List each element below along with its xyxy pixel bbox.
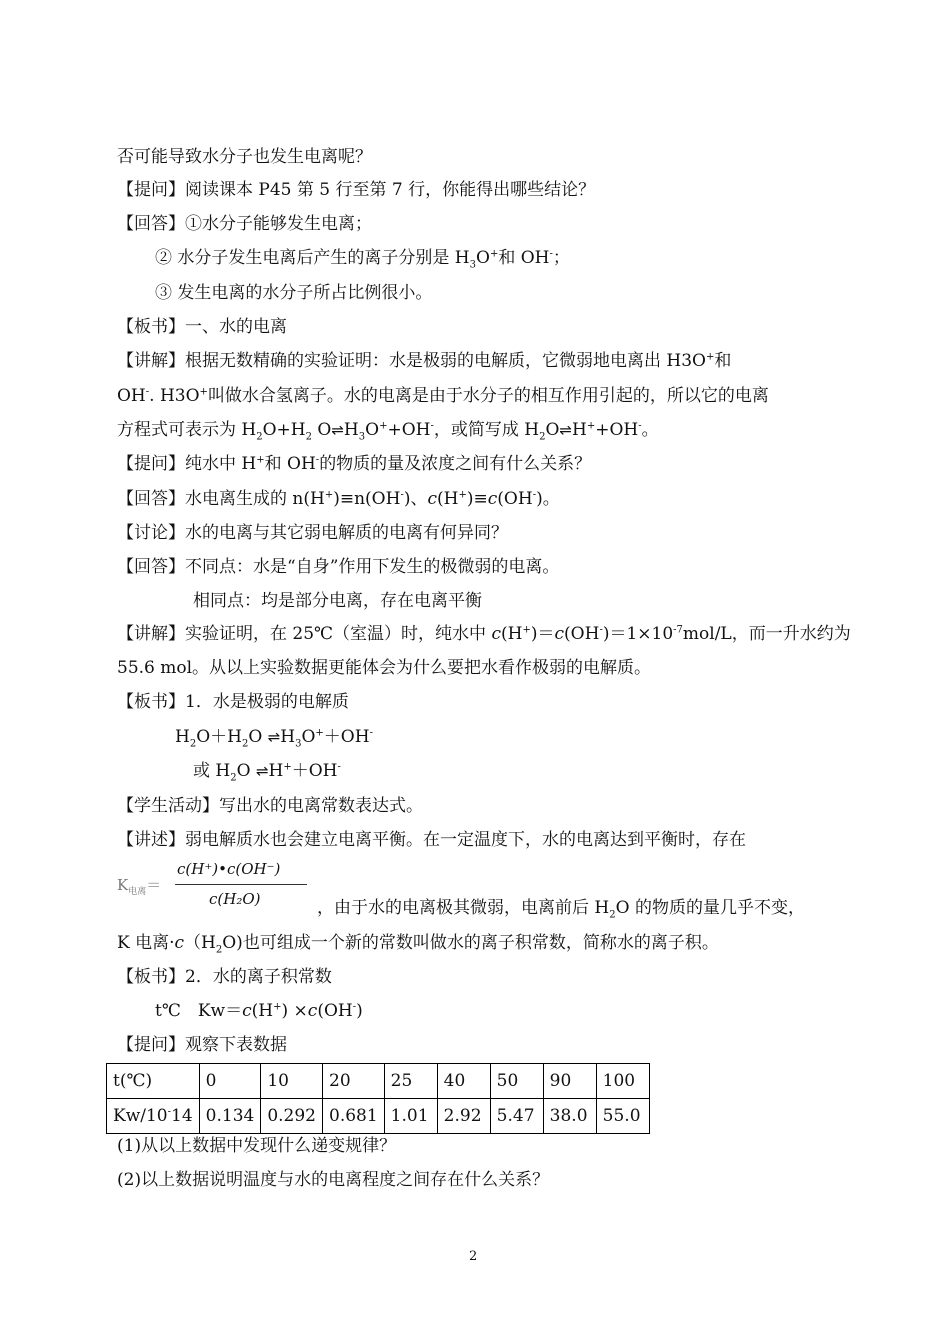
answer-line: 【回答】①水分子能够发生电离； xyxy=(117,214,372,234)
table-cell: 0.134 xyxy=(199,1099,261,1134)
question-line: 【提问】阅读课本 P45 第 5 行至第 7 行，你能得出哪些结论？ xyxy=(117,180,596,200)
text-line: 否可能导致水分子也发生电离呢？ xyxy=(117,147,372,167)
lecture-line: 55.6 mol。从以上实验数据更能体会为什么要把水看作极弱的电解质。 xyxy=(117,658,652,678)
lecture-line: 【讲述】弱电解质水也会建立电离平衡。在一定温度下，水的电离达到平衡时，存在 xyxy=(117,830,746,850)
board-line: 【板书】2．水的离子积常数 xyxy=(117,967,332,987)
table-row xyxy=(107,1064,650,1099)
table-cell: 40 xyxy=(437,1064,490,1099)
page-number: 2 xyxy=(469,1249,478,1264)
answer-item: ③ 发生电离的水分子所占比例很小。 xyxy=(155,283,433,303)
answer-item: ② 水分子发生电离后产生的离子分别是 $H_3O^+$和 OH-； xyxy=(155,248,570,271)
table-cell: 0 xyxy=(199,1064,261,1099)
fraction-bar xyxy=(175,884,307,885)
table-cell: 100 xyxy=(596,1064,649,1099)
table-row xyxy=(107,1099,650,1134)
activity-line: 【学生活动】写出水的电离常数表达式。 xyxy=(117,796,423,816)
table-cell: Kw/10-14 xyxy=(107,1099,200,1134)
equilibrium-arrow-icon: ⇌ xyxy=(559,421,572,439)
equilibrium-arrow-icon: ⇌ xyxy=(267,728,281,746)
table-cell: 10 xyxy=(261,1064,323,1099)
answer-line: 相同点：均是部分电离，存在电离平衡 xyxy=(193,591,482,611)
table-cell: 0.292 xyxy=(261,1099,323,1134)
equilibrium-arrow-icon: ⇌ xyxy=(255,762,269,780)
board-line: 【板书】一、水的电离 xyxy=(117,317,287,337)
kw-table xyxy=(106,1063,650,1134)
answer-line: 【回答】不同点：水是“自身”作用下发生的极微弱的电离。 xyxy=(117,557,560,577)
formula-k: $K_{电离}=$ xyxy=(117,876,162,897)
equation-line: $H_2O+H_2O$ $\rightleftharpoons H_3O^++OH^-$ xyxy=(175,727,373,750)
ionization-constant-formula xyxy=(117,860,317,916)
question-line: 【提问】观察下表数据 xyxy=(117,1035,287,1055)
answer-line: 【回答】水电离生成的 n(H+)≡n(OH-)、c(H+)≡c(OH-)。 xyxy=(117,489,560,509)
equation-line: 或 $H_2O$ ⇌H+＋OH- xyxy=(193,761,341,784)
lecture-line: 【讲解】根据无数精确的实验证明：水是极弱的电解质，它微弱地电离出 H3O+和 xyxy=(117,351,732,371)
table-cell: 25 xyxy=(384,1064,437,1099)
question-line: (2)以上数据说明温度与水的电离程度之间存在什么关系？ xyxy=(117,1170,550,1190)
lecture-line: ，由于水的电离极其微弱，电离前后 $H_2O$ 的物质的量几乎不变， xyxy=(317,898,805,921)
question-line: 【提问】纯水中 H+和 OH-的物质的量及浓度之间有什么关系？ xyxy=(117,454,592,474)
table-cell: 20 xyxy=(323,1064,385,1099)
table-cell: 50 xyxy=(490,1064,543,1099)
lecture-line: K 电离$\cdot c(H_2O)$也可组成一个新的常数叫做水的离子积常数，简称水的离子积。 xyxy=(117,933,719,956)
table-cell: 38.0 xyxy=(543,1099,596,1134)
table-cell: 55.0 xyxy=(596,1099,649,1134)
discussion-line: 【讨论】水的电离与其它弱电解质的电离有何异同？ xyxy=(117,523,508,543)
table-cell: 1.01 xyxy=(384,1099,437,1134)
board-line: 【板书】1．水是极弱的电解质 xyxy=(117,692,349,712)
table-cell: 2.92 xyxy=(437,1099,490,1134)
table-cell: 5.47 xyxy=(490,1099,543,1134)
formula-line: t℃ Kw＝c(H+) ×c(OH-) xyxy=(155,1001,363,1021)
table-cell: 0.681 xyxy=(323,1099,385,1134)
formula-denominator: c(H₂O) xyxy=(209,890,261,908)
table-cell: t(℃) xyxy=(107,1064,200,1099)
lecture-line: OH-. H3O+叫做水合氢离子。水的电离是由于水分子的相互作用引起的，所以它的电离 xyxy=(117,386,769,406)
equilibrium-arrow-icon: ⇌ xyxy=(331,421,344,439)
lecture-line: 【讲解】实验证明，在 25℃（室温）时，纯水中 $c(H^+)=c(OH^-)=1\times 10^{-7}mol/L$，而一升水约为 xyxy=(117,624,851,644)
table-cell: 90 xyxy=(543,1064,596,1099)
equation-line: 方程式可表示为 $H_2O+H_2$ $O\rightleftharpoons H_3O^++OH^-$，或简写成 $H_2O\rightleftharpoons H^++OH^-$。 xyxy=(117,420,659,443)
formula-numerator: c(H⁺)•c(OH⁻) xyxy=(177,860,281,878)
question-line: (1)从以上数据中发现什么递变规律？ xyxy=(117,1136,397,1156)
